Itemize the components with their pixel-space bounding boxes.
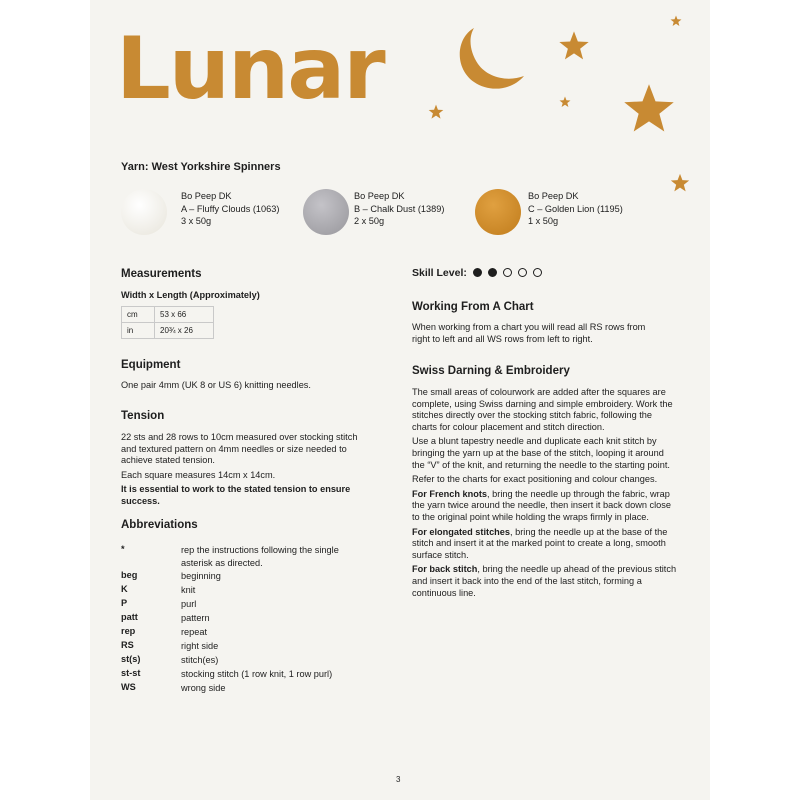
- abbreviation-key: st-st: [121, 668, 141, 678]
- abbreviation-key: WS: [121, 682, 136, 692]
- yarn-heading: Yarn: West Yorkshire Spinners: [121, 161, 281, 173]
- abbreviation-key: patt: [121, 612, 138, 622]
- moon-icon: [452, 24, 528, 96]
- abbreviation-description: purl: [181, 599, 197, 609]
- yarn-ball-a: [121, 189, 167, 235]
- star-icon: [670, 15, 682, 27]
- star-icon: [670, 173, 690, 193]
- yarn-ball-b: [303, 189, 349, 235]
- abbreviation-description: stitch(es): [181, 655, 219, 665]
- chart-heading: Working From A Chart: [412, 301, 534, 313]
- abbreviation-key: beg: [121, 570, 138, 580]
- swiss-darning-heading: Swiss Darning & Embroidery: [412, 365, 570, 377]
- abbreviation-key: *: [121, 544, 125, 554]
- star-icon: [559, 96, 571, 108]
- abbreviation-key: st(s): [121, 654, 141, 664]
- star-icon: [558, 30, 590, 62]
- abbreviation-description: beginning: [181, 571, 221, 581]
- abbreviation-description: rep the instructions following the single asterisk as directed.: [181, 545, 339, 568]
- abbreviation-description: right side: [181, 641, 219, 651]
- star-icon: [428, 104, 444, 120]
- abbreviation-key: K: [121, 584, 128, 594]
- equipment-text: One pair 4mm (UK 8 or US 6) knitting needles.: [121, 380, 311, 390]
- equipment-heading: Equipment: [121, 359, 181, 371]
- page-title: Lunar: [116, 19, 384, 119]
- yarn-item-a: Bo Peep DK A – Fluffy Clouds (1063) 3 x 50g: [181, 191, 280, 227]
- skill-dot-filled: [488, 268, 497, 277]
- yarn-ball-c: [475, 189, 521, 235]
- abbreviation-description: repeat: [181, 627, 208, 637]
- abbreviation-description: knit: [181, 585, 196, 595]
- skill-dot-empty: [503, 268, 512, 277]
- skill-level-label: Skill Level:: [412, 267, 467, 279]
- skill-dot-filled: [473, 268, 482, 277]
- tension-heading: Tension: [121, 410, 165, 422]
- skill-dot-empty: [518, 268, 527, 277]
- page-number: 3: [396, 775, 401, 784]
- yarn-item-c: Bo Peep DK C – Golden Lion (1195) 1 x 50g: [528, 191, 623, 227]
- table-row: cm 53 x 66: [122, 307, 214, 323]
- abbreviation-description: pattern: [181, 613, 210, 623]
- yarn-item-b: Bo Peep DK B – Chalk Dust (1389) 2 x 50g: [354, 191, 445, 227]
- chart-text: When working from a chart you will read all RS rows from right to left and all WS rows from left to right.: [412, 322, 646, 344]
- abbreviations-heading: Abbreviations: [121, 519, 198, 531]
- tension-text: 22 sts and 28 rows to 10cm measured over stocking stitch and textured pattern on 4mm needles or size needed to achieve stated tension. Each square measures 14cm x 14cm. It is essential to work to the stated tension to ensure success.: [121, 432, 358, 506]
- abbreviation-description: stocking stitch (1 row knit, 1 row purl): [181, 669, 333, 679]
- swiss-darning-text: The small areas of colourwork are added after the squares are complete, using Swiss darning and simple embroidery. Work the stitches directly over the stocking stitch fabric, following the charts for colour placement and stitch direction. Use a blunt tapestry needle and duplicate each knit stitch by bringing the yarn up at the base of the stitch, looping it around the “V” of the knit, and returning the needle to the starting point. Refer to the charts for exact positioning and colour changes. For French knots, bring the needle up through the fabric, wrap the yarn twice around the needle, then insert it back down close to the original point while holding the wraps firmly in place. For elongated stitches, bring the needle up at the base of the stitch and insert it at the marked point to create a long, smooth surface stitch. For back stitch, bring the needle up ahead of the previous stitch and insert it back into the end of the last stitch, forming a continuous line.: [412, 387, 677, 598]
- measurements-table: [121, 306, 214, 339]
- abbreviation-key: P: [121, 598, 128, 608]
- abbreviation-key: RS: [121, 640, 134, 650]
- abbreviation-key: rep: [121, 626, 136, 636]
- measurements-subheading: Width x Length (Approximately): [121, 290, 260, 300]
- star-icon: [622, 82, 676, 136]
- skill-dot-empty: [533, 268, 542, 277]
- table-row: in 20¾ x 26: [122, 323, 214, 339]
- measurements-heading: Measurements: [121, 268, 202, 280]
- abbreviation-description: wrong side: [181, 683, 226, 693]
